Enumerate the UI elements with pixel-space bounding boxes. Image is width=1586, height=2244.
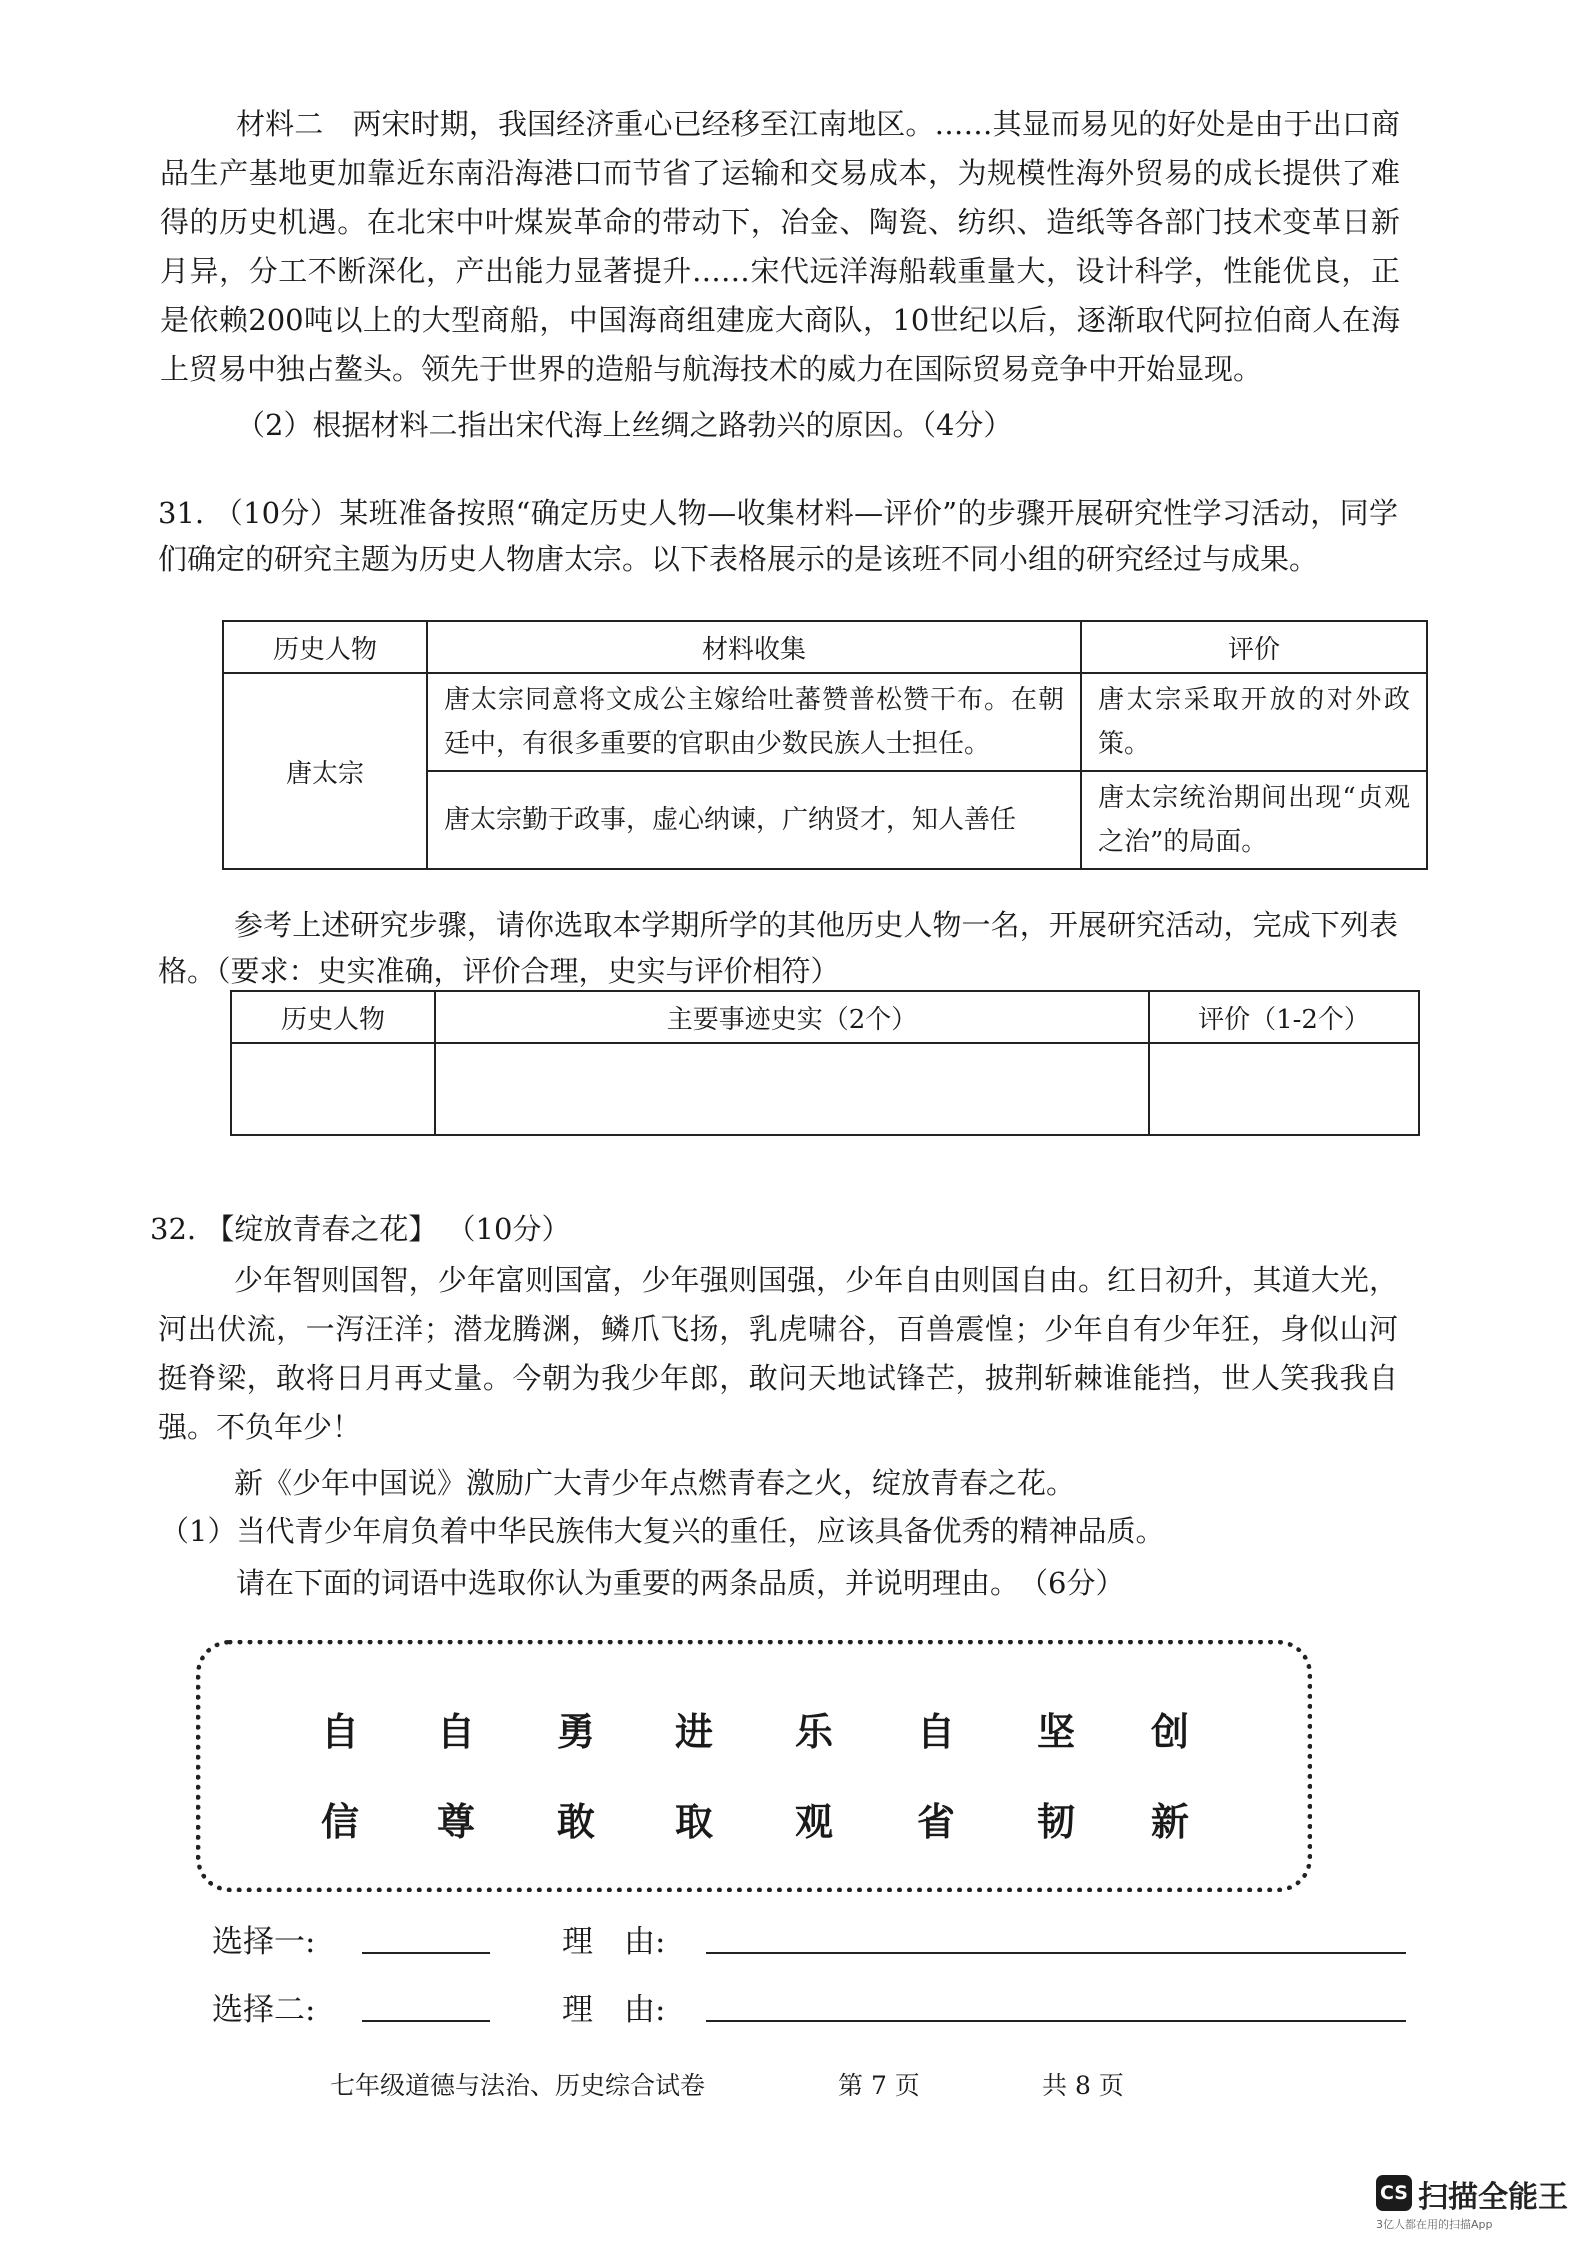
- table2-header-person: 历史人物: [231, 991, 435, 1043]
- word-bottom-1: 信: [321, 1800, 360, 1844]
- footer-page-number: 第 7 页: [838, 2071, 920, 2100]
- word-bottom-5: 观: [795, 1800, 834, 1844]
- table1-header-evaluation: 评价: [1081, 621, 1427, 673]
- table1-evaluation-1: 唐太宗采取开放的对外政策。: [1081, 673, 1427, 771]
- question-32-title: 32. 【绽放青春之花】 （10分）: [150, 1212, 571, 1246]
- word-bottom-8: 新: [1151, 1800, 1190, 1844]
- word-bottom-3: 敢: [557, 1800, 596, 1844]
- word-bottom-4: 取: [675, 1800, 714, 1844]
- answer-table: [230, 990, 1420, 1136]
- word-top-6: 自: [917, 1710, 956, 1754]
- table1-material-1: 唐太宗同意将文成公主嫁给吐蕃赞普松赞干布。在朝廷中，有很多重要的官职由少数民族人士担任。: [427, 673, 1081, 771]
- material-two-label: 材料二: [236, 107, 324, 141]
- choice-one-blank[interactable]: [362, 1952, 490, 1954]
- answer-evaluation-cell[interactable]: [1149, 1043, 1419, 1135]
- word-bottom-2: 尊: [437, 1800, 476, 1844]
- table1-material-2: 唐太宗勤于政事，虚心纳谏，广纳贤才，知人善任: [427, 771, 1081, 869]
- word-top-5: 乐: [795, 1710, 834, 1754]
- question-30-2: （2）根据材料二指出宋代海上丝绸之路勃兴的原因。（4分）: [236, 408, 1013, 442]
- reason-one-label: 理 由:: [562, 1924, 666, 1960]
- word-top-7: 坚: [1037, 1710, 1076, 1754]
- table2-header-evaluation: 评价（1-2个）: [1149, 991, 1419, 1043]
- answer-deeds-cell[interactable]: [435, 1043, 1149, 1135]
- word-top-3: 勇: [557, 1710, 596, 1754]
- choice-two-label: 选择二:: [212, 1992, 316, 2028]
- table1-person: 唐太宗: [223, 673, 427, 869]
- quality-word-box: [196, 1640, 1312, 1892]
- camscanner-tagline: 3亿人都在用的扫描App: [1376, 2218, 1493, 2231]
- table1-header-material: 材料收集: [427, 621, 1081, 673]
- question-32-poem: 少年智则国智，少年富则国富，少年强则国强，少年自由则国自由。红日初升，其道大光，河出伏流，一泻汪洋；潜龙腾渊，鳞爪飞扬，乳虎啸谷，百兽震惶；少年自有少年狂，身似山河挺脊梁，敢将日月再丈量。今朝为我少年郎，敢问天地试锋芒，披荆斩棘谁能挡，世人笑我我自强。不负年少！: [158, 1263, 1398, 1444]
- footer-exam-title: 七年级道德与法治、历史综合试卷: [330, 2071, 706, 2100]
- question-31-instruction: 参考上述研究步骤，请你选取本学期所学的其他历史人物一名，开展研究活动，完成下列表格。（要求：史实准确，评价合理，史实与评价相符）: [158, 908, 1398, 988]
- table2-header-deeds: 主要事迹史实（2个）: [435, 991, 1149, 1043]
- word-top-2: 自: [437, 1710, 476, 1754]
- tang-taizong-table: [222, 620, 1428, 870]
- question-32-sub1-line1: （1）当代青少年肩负着中华民族伟大复兴的重任，应该具备优秀的精神品质。: [160, 1514, 1165, 1548]
- camscanner-logo-icon: CS: [1376, 2175, 1412, 2211]
- word-top-8: 创: [1151, 1710, 1190, 1754]
- choice-two-blank[interactable]: [362, 2020, 490, 2022]
- material-two-paragraph: [160, 100, 1400, 394]
- reason-two-label: 理 由:: [562, 1992, 666, 2028]
- word-bottom-6: 省: [917, 1800, 956, 1844]
- table1-header-person: 历史人物: [223, 621, 427, 673]
- reason-one-blank[interactable]: [706, 1952, 1406, 1954]
- word-top-4: 进: [675, 1710, 714, 1754]
- table1-evaluation-2: 唐太宗统治期间出现“贞观之治”的局面。: [1081, 771, 1427, 869]
- camscanner-name: 扫描全能王: [1418, 2180, 1568, 2215]
- question-32-sub1-line2: 请在下面的词语中选取你认为重要的两条品质，并说明理由。 （6分）: [236, 1566, 1125, 1600]
- word-top-1: 自: [321, 1710, 360, 1754]
- question-32-intro: 新《少年中国说》激励广大青少年点燃青春之火，绽放青春之花。: [234, 1466, 1076, 1500]
- footer-total-pages: 共 8 页: [1042, 2071, 1124, 2100]
- reason-two-blank[interactable]: [706, 2020, 1406, 2022]
- choice-one-label: 选择一:: [212, 1924, 316, 1960]
- answer-person-cell[interactable]: [231, 1043, 435, 1135]
- material-two-text: 两宋时期，我国经济重心已经移至江南地区。……其显而易见的好处是由于出口商品生产基地更加靠近东南沿海港口而节省了运输和交易成本，为规模性海外贸易的成长提供了难得的历史机遇。在北宋中叶煤炭革命的带动下，冶金、陶瓷、纺织、造纸等各部门技术变革日新月异，分工不断深化，产出能力显著提升……宋代远洋海船载重量大，设计科学，性能优良，正是依赖200吨以上的大型商船，中国海商组建庞大商队，10世纪以后，逐渐取代阿拉伯商人在海上贸易中独占鳌头。领先于世界的造船与航海技术的威力在国际贸易竞争中开始显现。: [160, 107, 1400, 386]
- word-bottom-7: 韧: [1037, 1800, 1076, 1844]
- question-31-intro: 31. （10分）某班准备按照“确定历史人物—收集材料—评价”的步骤开展研究性学习活动，同学们确定的研究主题为历史人物唐太宗。以下表格展示的是该班不同小组的研究经过与成果。: [158, 496, 1398, 576]
